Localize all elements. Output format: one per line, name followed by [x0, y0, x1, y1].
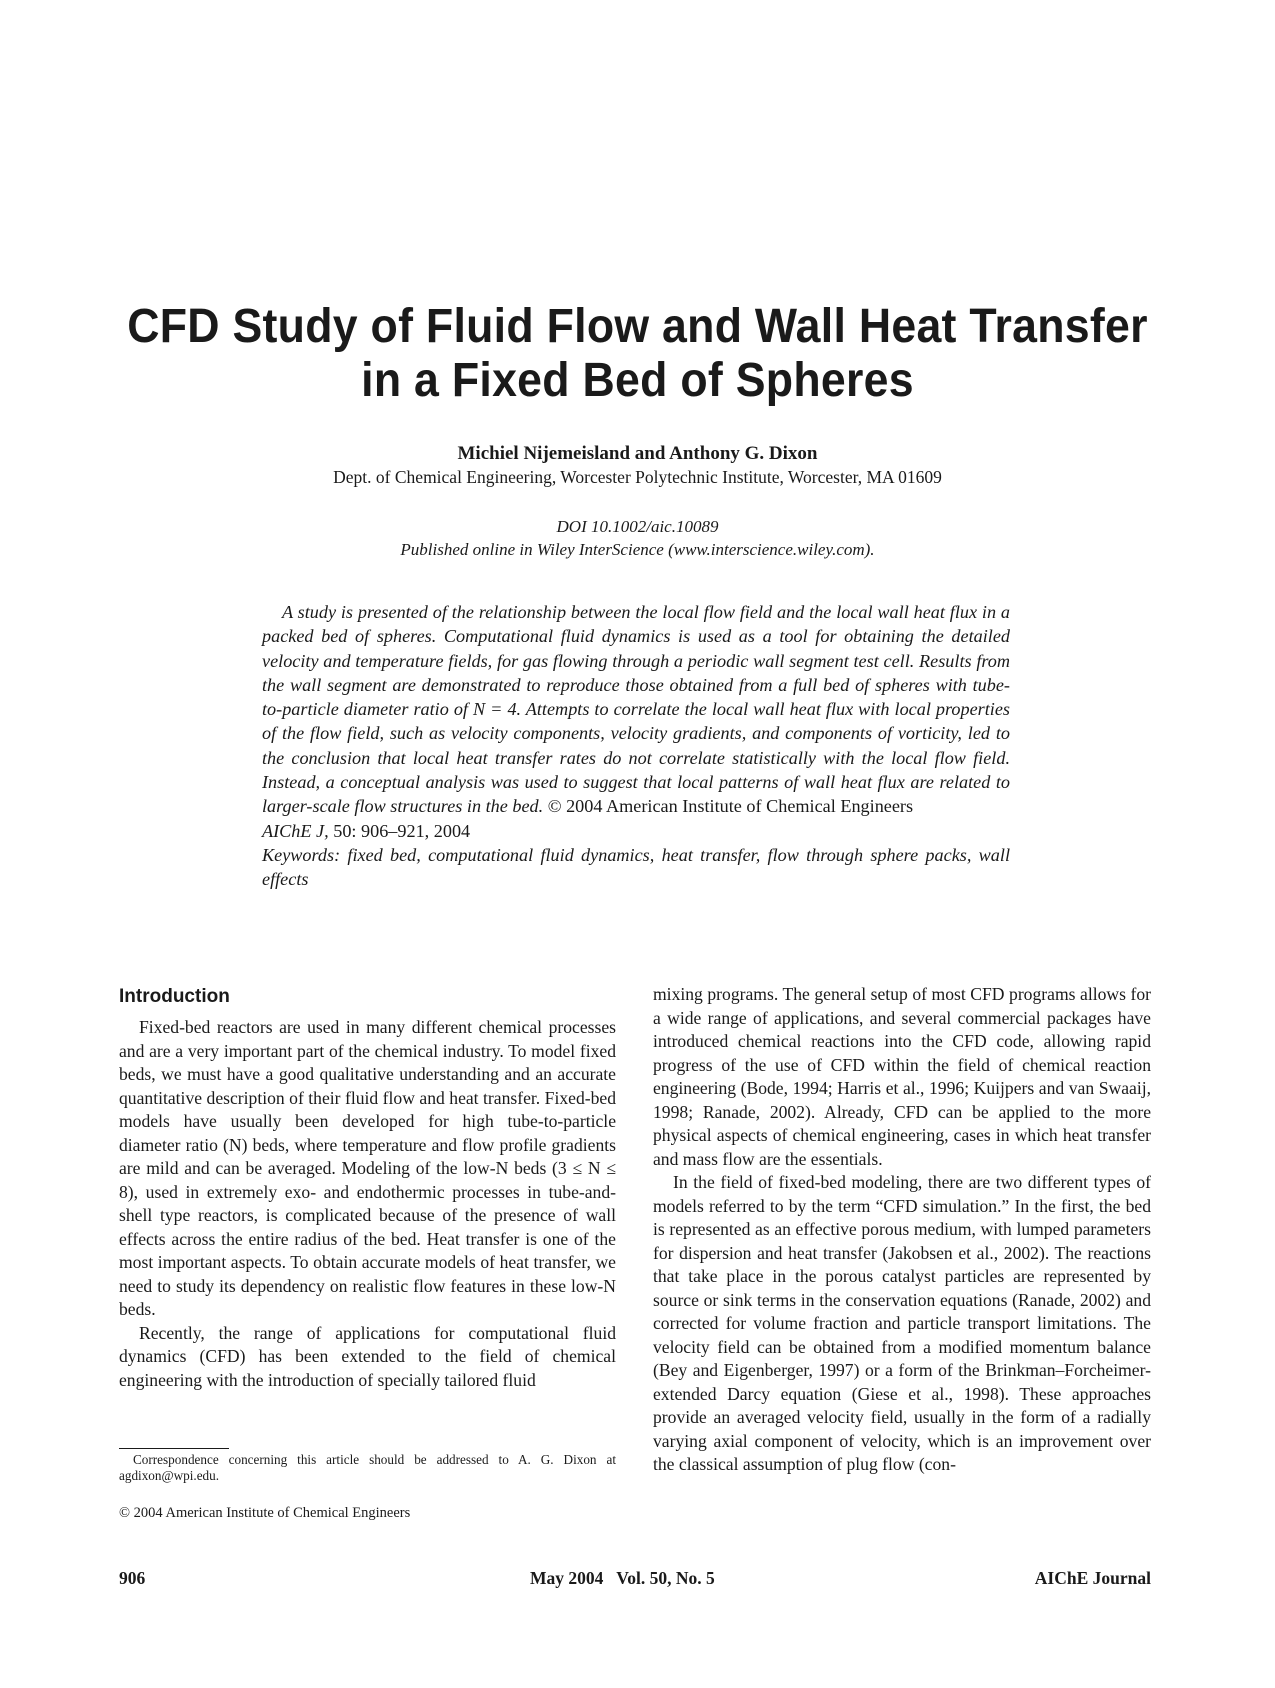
left-column [119, 985, 616, 1392]
published-online-line: Published online in Wiley InterScience (www.interscience.wiley.com). [400, 540, 875, 559]
abstract-paragraph [262, 600, 1010, 819]
title-line-2: in a Fixed Bed of Spheres [361, 354, 914, 407]
abstract [262, 600, 1010, 892]
right-paragraph-1: mixing programs. The general setup of most CFD programs allows for a wide range of applications, and several commercial packages have introduced chemical reactions into the CFD code, allowing rapid progress of the use of CFD within the field of chemical reaction engineering (Bode, 1994; Harris et al., 1996; Kuijpers and van Swaaij, 1998; Ranade, 2002). Already, CFD can be applied to the more physical aspects of chemical engineering, cases in which heat transfer and mass flow are the essentials. [653, 984, 1151, 1169]
footnote-rule [119, 1448, 229, 1449]
journal-name: AIChE Journal [1034, 1568, 1151, 1588]
doi-line: DOI 10.1002/aic.10089 [556, 517, 719, 536]
intro-paragraph-2: Recently, the range of applications for computational fluid dynamics (CFD) has been extended to the field of chemical engineering with the introduction of specially tailored fluid [119, 1322, 616, 1390]
copyright-line: © 2004 American Institute of Chemical Engineers [119, 1505, 411, 1521]
title-line-1: CFD Study of Fluid Flow and Wall Heat Transfer [127, 300, 1148, 353]
page-number: 906 [119, 1568, 146, 1588]
citation-volume-pages: 50: 906–921, 2004 [333, 820, 471, 841]
author-affiliation: Dept. of Chemical Engineering, Worcester Polytechnic Institute, Worcester, MA 01609 [333, 467, 942, 487]
author-names: Michiel Nijemeisland and Anthony G. Dixon [457, 443, 818, 464]
section-heading-introduction: Introduction [119, 986, 230, 1007]
issue-info: May 2004 Vol. 50, No. 5 [530, 1568, 715, 1588]
journal-abbrev: AIChE J, [262, 820, 329, 841]
abstract-copyright: © 2004 American Institute of Chemical Engineers [547, 796, 914, 817]
intro-paragraph-1: Fixed-bed reactors are used in many different chemical processes and are a very important part of the chemical industry. To model fixed beds, we must have a good qualitative understanding and an accurate quantitative description of their fluid flow and heat transfer. Fixed-bed models have usually been developed for high tube-to-particle diameter ratio (N) beds, where temperature and flow profile gradients are mild and can be averaged. Modeling of the low-N beds (3 ≤ N ≤ 8), used in extremely exo- and endothermic processes in tube-and-shell type reactors, is complicated because of the presence of wall effects across the entire radius of the bed. Heat transfer is one of the most important aspects. To obtain accurate models of heat transfer, we need to study its dependency on realistic flow features in these low-N beds. [119, 1017, 616, 1319]
keywords: Keywords: fixed bed, computational fluid dynamics, heat transfer, flow through sphere packs, wall effects [262, 844, 1010, 890]
abstract-citation [262, 819, 1010, 843]
article-title [45, 300, 1231, 408]
correspondence-footnote: Correspondence concerning this article should be addressed to A. G. Dixon at agdixon@wpi.edu. [119, 1452, 616, 1483]
right-paragraph-2: In the field of fixed-bed modeling, there are two different types of models referred to by the term “CFD simulation.” In the first, the bed is represented as an effective porous medium, with lumped parameters for dispersion and heat transfer (Jakobsen et al., 2002). The reactions that take place in the porous catalyst particles are represented by source or sink terms in the conservation equations (Ranade, 2002) and corrected for volume fraction and particle transport limitations. The velocity field can be obtained from a modified momentum balance (Bey and Eigenberger, 1997) or a form of the Brinkman–Forcheimer-extended Darcy equation (Giese et al., 1998). These approaches provide an averaged velocity field, usually in the form of a radially varying axial component of velocity, which is an improvement over the classical assumption of plug flow (con- [653, 1172, 1151, 1474]
abstract-text: A study is presented of the relationship between the local flow field and the local wall heat flux in a packed bed of spheres. Computational fluid dynamics is used as a tool for obtaining the detailed velocity and temperature fields, for gas flowing through a periodic wall segment test cell. Results from the wall segment are demonstrated to reproduce those obtained from a full bed of spheres with tube-to-particle diameter ratio of N = 4. Attempts to correlate the local wall heat flux with local properties of the flow field, such as velocity components, velocity gradients, and components of vorticity, led to the conclusion that local heat transfer rates do not correlate statistically with the local flow field. Instead, a conceptual analysis was used to suggest that local patterns of wall heat flux are related to larger-scale flow structures in the bed. [262, 602, 1010, 817]
right-column [653, 983, 1151, 1477]
